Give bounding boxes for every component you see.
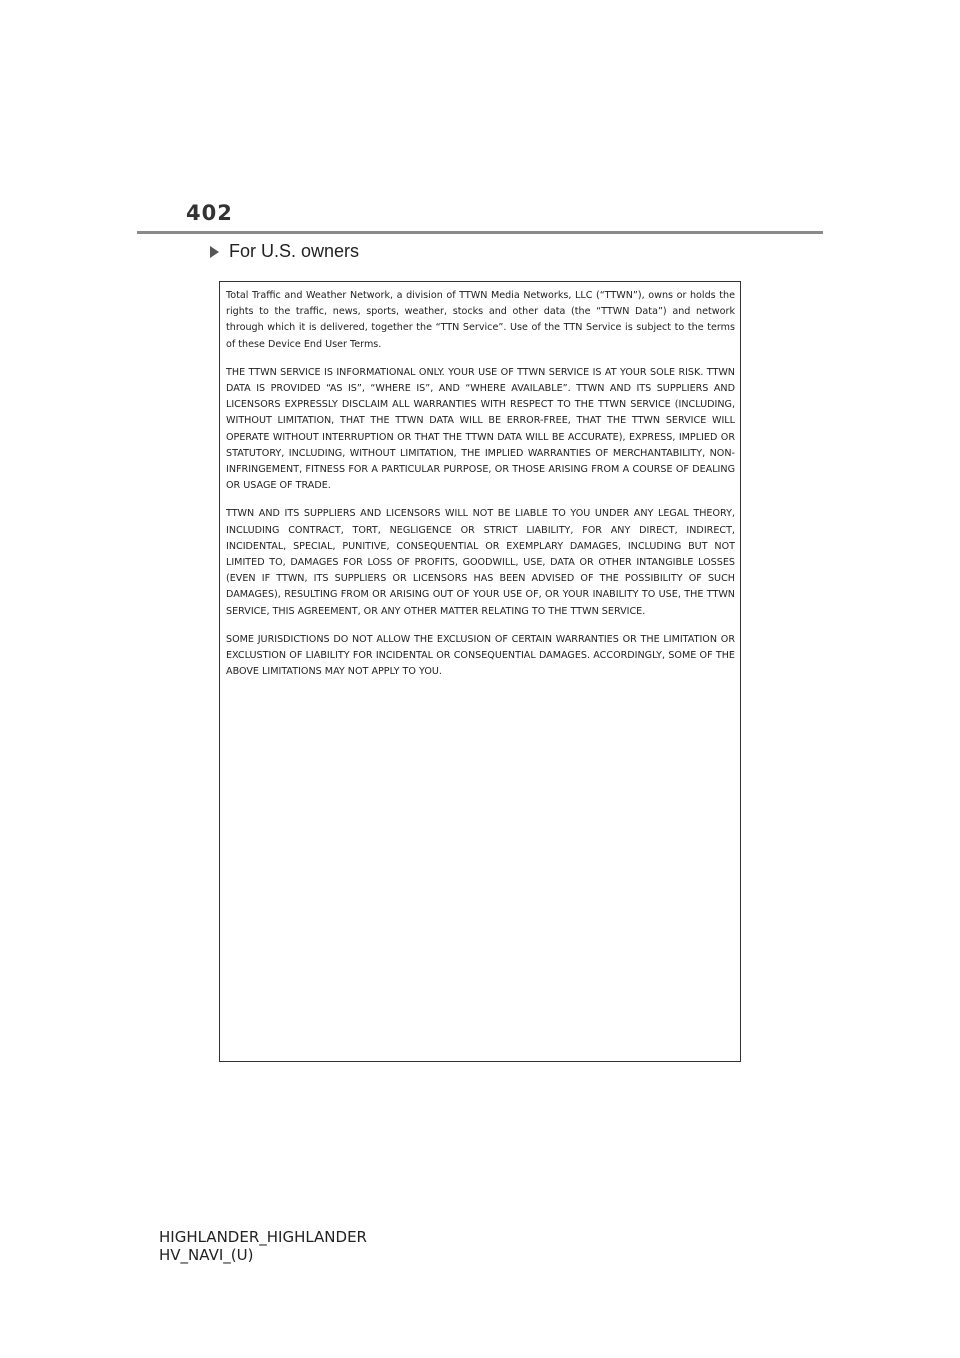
section-heading bbox=[210, 241, 359, 262]
triangle-right-icon bbox=[210, 246, 219, 258]
section-heading-text: For U.S. owners bbox=[229, 241, 360, 261]
terms-paragraph-liability: TTWN AND ITS SUPPLIERS AND LICENSORS WILL NOT BE LIABLE TO YOU UNDER ANY LEGAL THEORY, INCLUDING CONTRACT, TORT, NEGLIGENCE OR STRICT LIABILITY, FOR ANY DIRECT, INDIRECT, INCIDENTAL, SPECIAL, PUNITIVE, CONSEQUENTIAL OR EXEMPLARY DAMAGES, INCLUDING BUT NOT LIMITED TO, DAMAGES FOR LOSS OF PROFITS, GOODWILL, USE, DATA OR OTHER INTANGIBLE LOSSES (EVEN IF TTWN, ITS SUPPLIERS OR LICENSORS HAS BEEN ADVISED OF THE POSSIBILITY OF SUCH DAMAGES), RESULTING FROM OR ARISING OUT OF YOUR USE OF, OR YOUR INABILITY TO USE, THE TTWN SERVICE, THIS AGREEMENT, OR ANY OTHER MATTER RELATING TO THE TTWN SERVICE. bbox=[226, 508, 735, 617]
terms-paragraph-disclaimer: THE TTWN SERVICE IS INFORMATIONAL ONLY. YOUR USE OF TTWN SERVICE IS AT YOUR SOLE RISK. TTWN DATA IS PROVIDED “AS IS”, “WHERE IS”, AND “WHERE AVAILABLE”. TTWN AND ITS SUPPLIERS AND LICENSORS EXPRESSLY DISCLAIM ALL WARRANTIES WITH RESPECT TO THE TTWN SERVICE (INCLUDING, WITHOUT LIMITATION, THAT THE TTWN DATA WILL BE ERROR-FREE, THAT THE TTWN SERVICE WILL OPERATE WITHOUT INTERRUPTION OR THAT THE TTWN DATA WILL BE ACCURATE), EXPRESS, IMPLIED OR STATUTORY, INCLUDING, WITHOUT LIMITATION, THE IMPLIED WARRANTIES OF MERCHANTABILITY, NON-INFRINGEMENT, FITNESS FOR A PARTICULAR PURPOSE, OR THOSE ARISING FROM A COURSE OF DEALING OR USAGE OF TRADE. bbox=[226, 366, 735, 492]
header-divider bbox=[137, 231, 823, 234]
footer-line-2: HV_NAVI_(U) bbox=[159, 1246, 254, 1264]
page-number: 402 bbox=[186, 201, 233, 225]
footer-model-code bbox=[159, 1228, 367, 1264]
terms-paragraph-jurisdictions: SOME JURISDICTIONS DO NOT ALLOW THE EXCLUSION OF CERTAIN WARRANTIES OR THE LIMITATION OR EXCLUSTION OF LIABILITY FOR INCIDENTAL OR CONSEQUENTIAL DAMAGES. ACCORDINGLY, SOME OF THE ABOVE LIMITATIONS MAY NOT APPLY TO YOU. bbox=[226, 633, 735, 678]
terms-paragraph-intro: Total Traffic and Weather Network, a division of TTWN Media Networks, LLC (“TTWN”), owns or holds the rights to the traffic, news, sports, weather, stocks and other data (the “TTWN Data”) and network through which it is delivered, together the “TTN Service”. Use of the TTN Service is subject to the terms of these Device End User Terms. bbox=[226, 290, 735, 350]
terms-box bbox=[219, 281, 741, 1062]
footer-line-1: HIGHLANDER_HIGHLANDER bbox=[159, 1228, 367, 1246]
